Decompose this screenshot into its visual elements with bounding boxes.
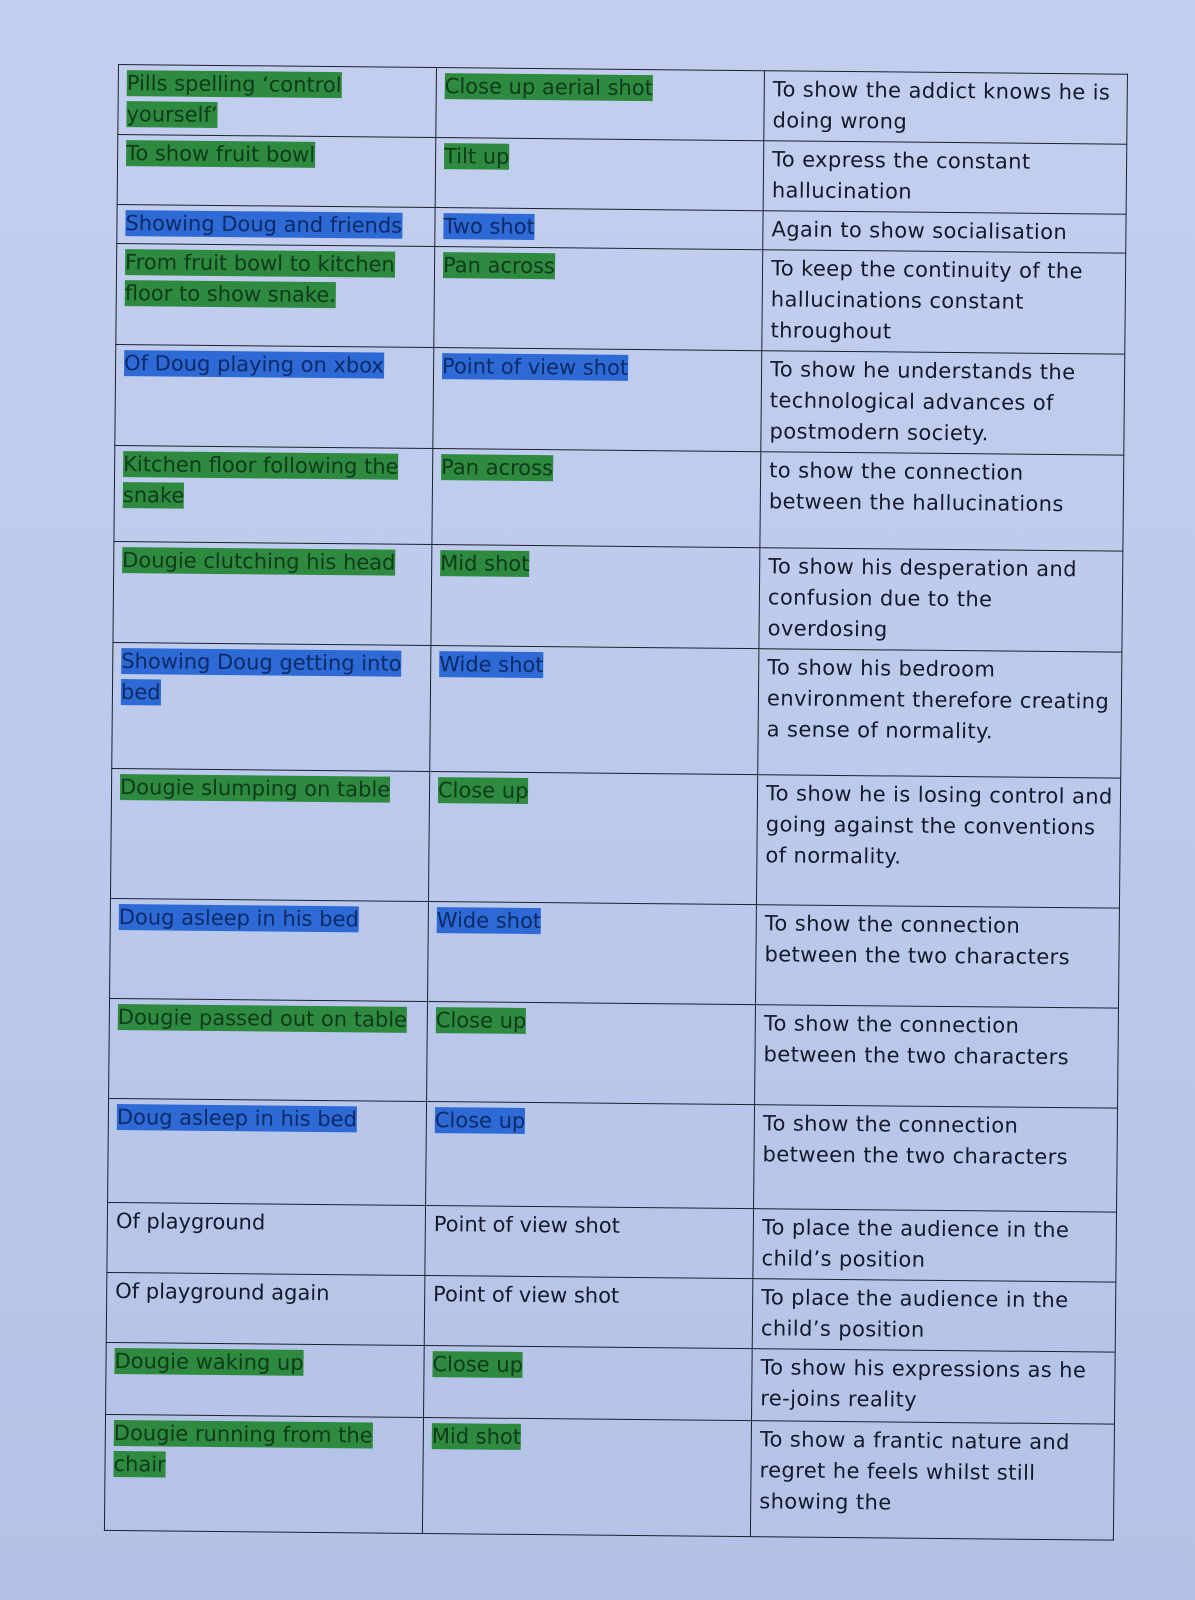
- reason-text: to show the connection between the hallucinations: [768, 458, 1064, 517]
- reason-cell: [756, 905, 1120, 1008]
- reason-cell: [764, 71, 1128, 144]
- reason-cell: [763, 211, 1126, 253]
- subject-text: Dougie clutching his head: [122, 548, 396, 575]
- reason-cell: [762, 250, 1126, 354]
- shot-type-cell: [432, 449, 761, 548]
- subject-text: Doug asleep in his bed: [118, 905, 359, 932]
- subject-text: Dougie running from the chair: [113, 1421, 373, 1477]
- reason-text: To show the connection between the two characters: [762, 1111, 1069, 1170]
- shot-type-text: Close up: [432, 1352, 524, 1377]
- shot-list-table: [104, 64, 1128, 1541]
- table-row: [115, 344, 1125, 455]
- subject-cell: [104, 1414, 423, 1533]
- shot-type-cell: [425, 1102, 754, 1209]
- reason-text: To show his desperation and confusion due to the overdosing: [767, 554, 1078, 642]
- shot-type-cell: [430, 646, 759, 775]
- subject-text: To show fruit bowl: [126, 141, 316, 167]
- shot-type-text: Tilt up: [443, 144, 510, 169]
- reason-cell: [763, 141, 1127, 214]
- subject-text: Pills spelling ‘control yourself’: [126, 71, 342, 127]
- shot-type-cell: [436, 68, 765, 141]
- reason-text: To show a frantic nature and regret he feels whilst still showing the: [759, 1427, 1070, 1515]
- table-row: [108, 1098, 1118, 1212]
- reason-text: Again to show socialisation: [771, 217, 1068, 245]
- subject-text: Showing Doug getting into bed: [120, 649, 402, 705]
- shot-type-cell: [433, 348, 762, 452]
- table-row: [106, 1342, 1116, 1424]
- table-row: [113, 541, 1123, 652]
- shot-type-text: Close up: [434, 1108, 526, 1133]
- subject-text: Showing Doug and friends: [125, 211, 403, 238]
- reason-cell: [750, 1421, 1114, 1540]
- table-row: [114, 445, 1124, 551]
- shot-type-cell: [434, 247, 763, 351]
- subject-cell: [108, 1098, 427, 1205]
- subject-text: Of playground again: [115, 1279, 330, 1306]
- subject-cell: [110, 768, 429, 901]
- reason-text: To keep the continuity of the hallucinations constant throughout: [770, 256, 1083, 344]
- table-row: [106, 1272, 1116, 1352]
- shot-type-text: Pan across: [442, 253, 556, 279]
- reason-text: To show he is losing control and going against the conventions of normality.: [765, 781, 1113, 869]
- table-row: [117, 135, 1127, 215]
- shot-type-text: Two shot: [443, 214, 535, 240]
- reason-cell: [752, 1279, 1116, 1352]
- reason-text: To express the constant hallucination: [771, 147, 1031, 204]
- subject-text: Dougie slumping on table: [119, 775, 391, 802]
- shot-type-cell: [422, 1417, 751, 1536]
- reason-cell: [754, 1105, 1118, 1212]
- subject-text: Kitchen floor following the snake: [122, 452, 399, 508]
- shot-type-text: Wide shot: [436, 908, 542, 934]
- shot-type-cell: [435, 138, 764, 211]
- subject-text: Of playground: [115, 1209, 266, 1235]
- table-row: [107, 1202, 1117, 1282]
- subject-text: Doug asleep in his bed: [116, 1105, 357, 1132]
- subject-text: Of Doug playing on xbox: [124, 351, 384, 378]
- subject-cell: [115, 344, 434, 448]
- subject-cell: [113, 541, 432, 645]
- subject-cell: [117, 204, 435, 246]
- reason-text: To place the audience in the child’s position: [761, 1215, 1070, 1272]
- table-row: [104, 1414, 1114, 1540]
- subject-text: From fruit bowl to kitchen floor to show snake.: [124, 250, 395, 308]
- subject-cell: [106, 1342, 425, 1417]
- reason-cell: [752, 1349, 1116, 1424]
- table-row: [109, 998, 1119, 1108]
- shot-list-body: [104, 65, 1127, 1541]
- shot-type-text: Point of view shot: [441, 354, 629, 380]
- shot-type-cell: [425, 1206, 754, 1279]
- reason-cell: [759, 548, 1123, 652]
- reason-cell: [760, 452, 1124, 551]
- reason-text: To show his bedroom environment therefore creating a sense of normality.: [766, 655, 1110, 744]
- subject-cell: [110, 898, 429, 1001]
- shot-type-cell: [426, 1002, 755, 1105]
- reason-cell: [758, 649, 1122, 778]
- subject-cell: [118, 65, 437, 138]
- subject-cell: [116, 243, 435, 347]
- shot-type-text: Close up: [435, 1008, 527, 1033]
- subject-cell: [114, 445, 433, 544]
- shot-type-cell: [423, 1345, 752, 1420]
- shot-type-cell: [427, 902, 756, 1005]
- shot-type-text: Close up aerial shot: [444, 74, 654, 101]
- table-row: [110, 768, 1120, 908]
- reason-text: To place the audience in the child’s position: [760, 1285, 1069, 1342]
- subject-cell: [117, 135, 436, 208]
- shot-type-text: Mid shot: [440, 551, 530, 576]
- table-row: [118, 65, 1128, 145]
- table-row: [110, 898, 1120, 1008]
- subject-text: Dougie passed out on table: [117, 1005, 408, 1032]
- subject-cell: [107, 1202, 426, 1275]
- shot-type-cell: [431, 545, 760, 649]
- shot-type-cell: [428, 772, 757, 905]
- shot-type-cell: [424, 1276, 753, 1349]
- table-row: [116, 243, 1126, 354]
- reason-text: To show the connection between the two characters: [764, 911, 1071, 970]
- shot-type-text: Pan across: [440, 455, 554, 481]
- reason-cell: [755, 1005, 1119, 1108]
- reason-text: To show the addict knows he is doing wrong: [772, 77, 1111, 134]
- subject-cell: [109, 998, 428, 1101]
- subject-cell: [112, 642, 431, 771]
- subject-cell: [106, 1272, 425, 1345]
- reason-cell: [757, 775, 1121, 908]
- shot-type-text: Point of view shot: [433, 1212, 621, 1238]
- subject-text: Dougie waking up: [114, 1349, 304, 1375]
- reason-text: To show the connection between the two characters: [763, 1011, 1070, 1070]
- reason-text: To show he understands the technological advances of postmodern society.: [769, 357, 1076, 446]
- shot-type-text: Point of view shot: [433, 1282, 620, 1308]
- reason-cell: [753, 1209, 1117, 1282]
- shot-type-text: Close up: [437, 778, 529, 803]
- shot-type-text: Wide shot: [439, 652, 544, 678]
- reason-cell: [761, 351, 1125, 455]
- reason-text: To show his expressions as he re-joins reality: [760, 1355, 1087, 1412]
- shot-type-text: Mid shot: [431, 1424, 522, 1449]
- storyboard-sheet: [104, 64, 1128, 1541]
- shot-type-cell: [435, 208, 763, 250]
- table-row: [112, 642, 1122, 778]
